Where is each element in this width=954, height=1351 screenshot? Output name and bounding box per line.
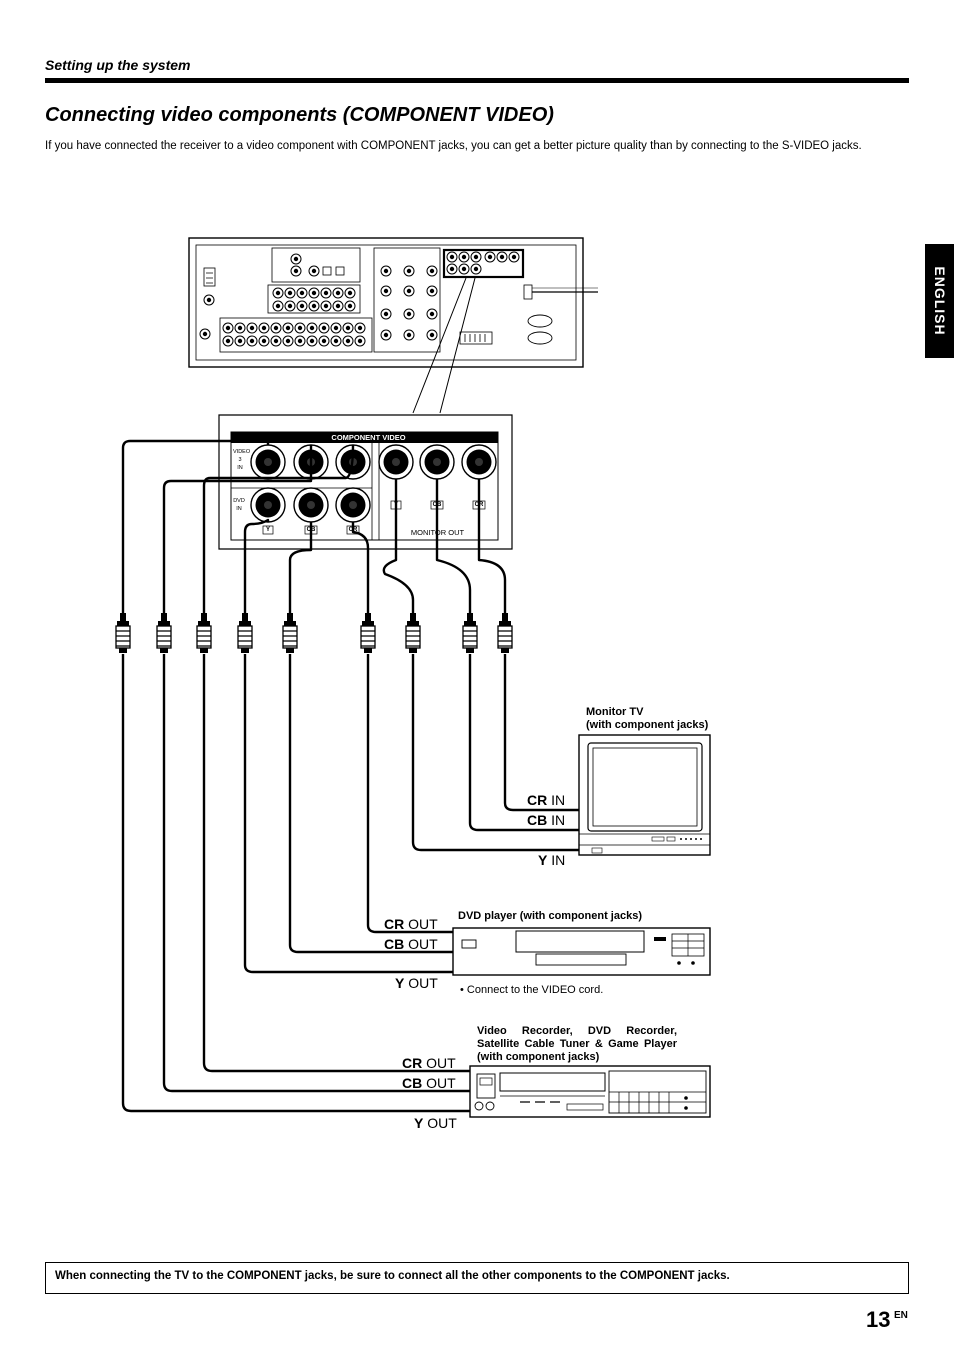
vcr-cr-rest: OUT (422, 1055, 456, 1071)
tv-cb-rest: IN (547, 812, 566, 828)
dvd-cb-label: CB (306, 527, 316, 533)
vcr-cr-bold: CR (402, 1055, 423, 1071)
dvd-in-line2: IN (236, 506, 242, 512)
tv-y-bold: Y (538, 852, 548, 868)
tv-y-in-label (538, 852, 565, 868)
dvd-cr-out-label (384, 916, 438, 932)
video3-line3: IN (237, 465, 243, 471)
video3-in-label (233, 448, 251, 472)
section-heading: Setting up the system (45, 57, 191, 73)
dvd-video-cord-note: • Connect to the VIDEO cord. (460, 984, 604, 996)
tv-cr-bold: CR (527, 792, 548, 808)
page-language-suffix: EN (894, 1310, 908, 1321)
dvd-in-line1: DVD (233, 498, 245, 504)
monitor-tv-title: Monitor TV (586, 706, 644, 718)
video3-line2: 3 (238, 457, 242, 463)
receiver-rear-panel (189, 238, 598, 367)
language-tab-label: ENGLISH (931, 266, 948, 336)
dvd-cb-rest: OUT (404, 936, 438, 952)
monitor-tv-subtitle: (with component jacks) (586, 719, 709, 731)
dvd-cr-label: CR (348, 527, 358, 533)
tv-y-rest: IN (547, 852, 566, 868)
rca-plugs (116, 613, 512, 653)
vcr-cb-bold: CB (402, 1075, 423, 1091)
video3-line1: VIDEO (233, 449, 251, 455)
video-recorder-illustration (470, 1066, 710, 1117)
monitor-cb-label: CB (432, 502, 442, 508)
dvd-in-label (232, 497, 246, 513)
component-video-label: COMPONENT VIDEO (331, 433, 406, 442)
monitor-out-label: MONITOR OUT (410, 528, 465, 537)
vcr-y-rest: OUT (423, 1115, 457, 1131)
page-number: 13 (866, 1307, 891, 1332)
monitor-tv-illustration (579, 735, 710, 855)
dvd-cb-bold: CB (384, 936, 405, 952)
dvd-y-label: Y (265, 527, 270, 533)
tv-cr-rest: IN (547, 792, 566, 808)
warning-box (45, 1262, 909, 1294)
dvd-y-bold: Y (395, 975, 405, 991)
vcr-cb-rest: OUT (422, 1075, 456, 1091)
vcr-y-bold: Y (414, 1115, 424, 1131)
dvd-cr-bold: CR (384, 916, 405, 932)
dvd-player-illustration (453, 928, 710, 975)
vcr-cr-out-label (402, 1055, 456, 1071)
monitor-cr-label: CR (474, 502, 484, 508)
video-recorder-title: Video Recorder, DVD Recorder, Satellite Cable Tuner & Game Player (with component jacks) (477, 1025, 677, 1063)
dvd-cb-out-label (384, 936, 438, 952)
page-title: Connecting video components (COMPONENT VIDEO) (45, 104, 554, 126)
monitor-y-label: Y (393, 502, 398, 508)
dvd-y-out-label (395, 975, 438, 991)
intro-paragraph: If you have connected the receiver to a video component with COMPONENT jacks, you can get a better picture quality than by connecting to the S-VIDEO jacks. (45, 140, 862, 152)
dvd-cr-rest: OUT (404, 916, 438, 932)
tv-cb-in-label (527, 812, 565, 828)
warning-text: When connecting the TV to the COMPONENT jacks, be sure to connect all the other components to the COMPONENT jacks. (55, 1270, 730, 1282)
vcr-y-out-label (414, 1115, 457, 1131)
vcr-cb-out-label (402, 1075, 456, 1091)
tv-cb-bold: CB (527, 812, 548, 828)
tv-cr-in-label (527, 792, 565, 808)
dvd-player-title: DVD player (with component jacks) (458, 910, 642, 922)
dvd-y-rest: OUT (404, 975, 438, 991)
